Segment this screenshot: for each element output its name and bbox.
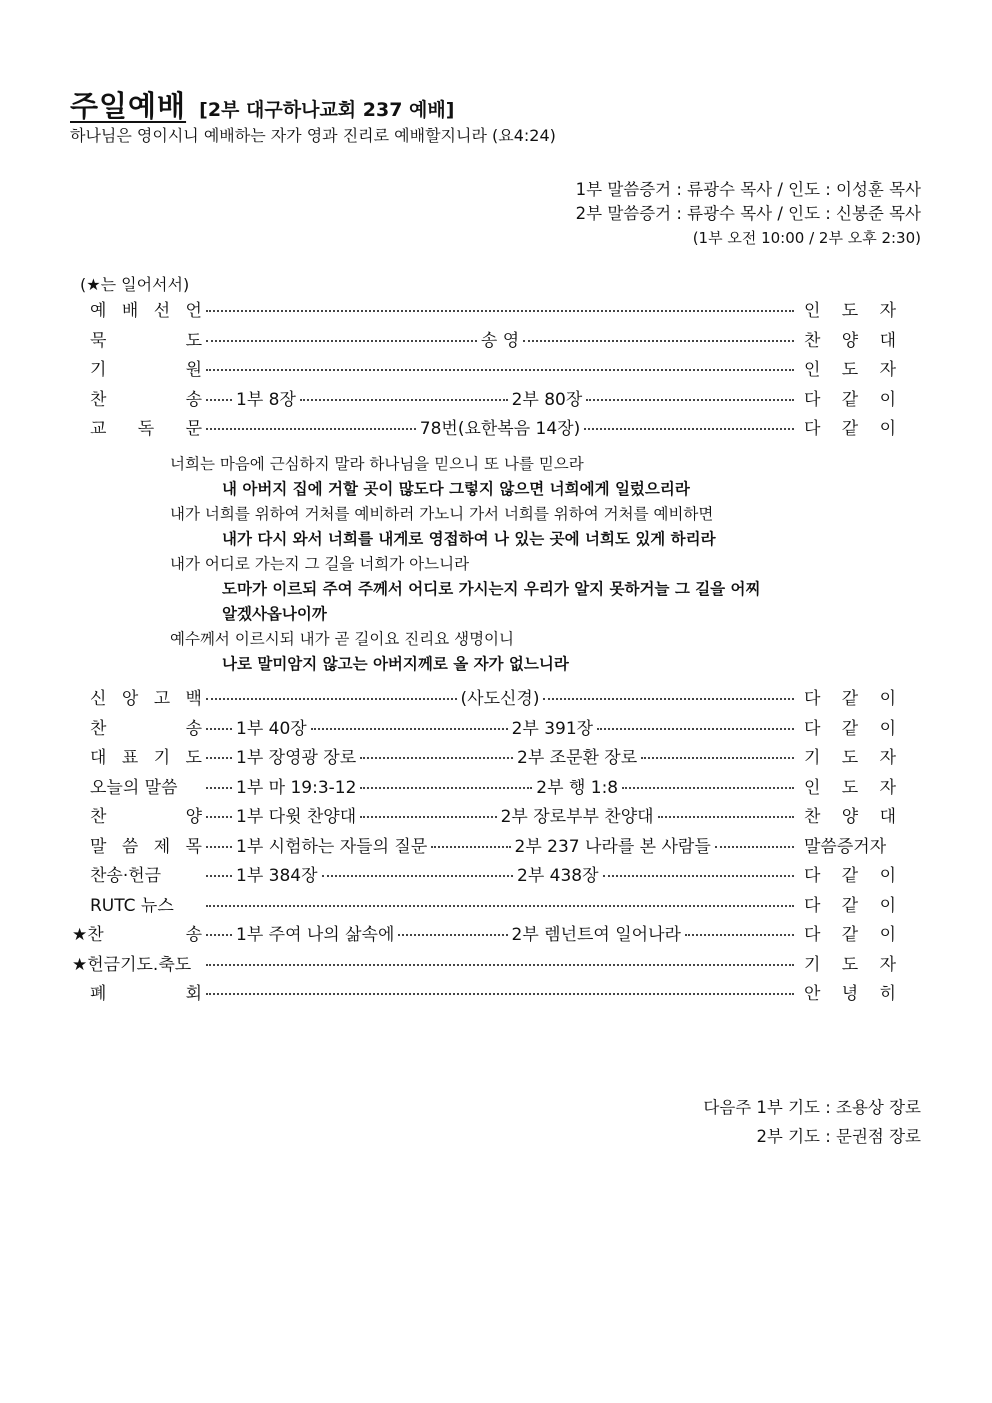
part1-detail: 1부 시험하는 자들의 질문 <box>236 836 428 857</box>
role-char: 도 <box>841 360 859 380</box>
service-item-role <box>798 415 896 445</box>
leader-dots <box>206 875 232 877</box>
service-row <box>72 774 896 804</box>
label-char: 찬송·헌금 <box>90 866 162 886</box>
service-row <box>72 951 896 981</box>
service-row <box>72 327 896 357</box>
service-item-role <box>798 980 896 1010</box>
leader-dots <box>206 846 232 848</box>
service-item-role <box>798 297 896 327</box>
speaker-line-1: 1부 말씀증거 : 류광수 목사 / 인도 : 이성훈 목사 <box>575 180 921 199</box>
role-char: 같 <box>841 419 859 439</box>
label-char: 말 <box>90 836 107 857</box>
leader-dots <box>206 728 232 730</box>
service-item-detail <box>202 774 798 804</box>
service-item-detail <box>202 997 798 999</box>
part1-detail: 1부 다윗 찬양대 <box>236 807 357 827</box>
role-char: 인 <box>804 360 821 380</box>
role-char: 기 <box>804 748 821 768</box>
leader-dots <box>543 698 794 700</box>
next-week-line-2: 2부 기도 : 문권점 장로 <box>756 1127 921 1146</box>
leader-dots <box>658 816 794 818</box>
leader-dots <box>523 340 794 342</box>
leader-line: 예수께서 이르시되 내가 곧 길이요 진리요 생명이니 <box>170 630 514 648</box>
service-item-label <box>72 297 202 327</box>
leader-dots <box>206 964 794 966</box>
role-char: 자 <box>879 360 896 380</box>
role-char: 같 <box>841 689 859 709</box>
service-item-role <box>798 356 896 386</box>
service-row <box>72 980 896 1010</box>
responsive-reading <box>170 452 870 677</box>
service-item-label <box>72 774 202 804</box>
label-char: 문 <box>185 419 202 439</box>
center-detail: 송 영 <box>480 330 520 351</box>
leader-dots <box>322 875 513 877</box>
service-item-detail <box>202 968 798 970</box>
label-char: 회 <box>185 984 202 1004</box>
theme-verse: 하나님은 영이시니 예배하는 자가 영과 진리로 예배할지니라 (요4:24) <box>70 126 556 145</box>
role-char: 같 <box>841 925 859 945</box>
label-char: 송 <box>185 389 202 410</box>
service-item-role <box>798 892 896 922</box>
speaker-line-2: 2부 말씀증거 : 류광수 목사 / 인도 : 신봉준 목사 <box>575 204 921 223</box>
role-char: 이 <box>879 925 896 945</box>
part1-detail: 1부 40장 <box>236 718 307 739</box>
part2-detail: 2부 렘넌트여 일어나라 <box>511 925 681 945</box>
label-char: 원 <box>185 360 202 380</box>
service-item-role <box>798 921 896 951</box>
service-row <box>72 356 896 386</box>
label-char: 제 <box>153 836 171 857</box>
leader-dots <box>311 728 508 730</box>
label-char: 앙 <box>121 689 139 709</box>
label-char: 기 <box>90 360 107 380</box>
part1-detail: 1부 주여 나의 삶속에 <box>236 925 395 945</box>
role-char: 이 <box>879 689 896 709</box>
leader-dots <box>603 875 794 877</box>
service-item-role <box>798 774 896 804</box>
next-week-line-1: 다음주 1부 기도 : 조용상 장로 <box>703 1098 921 1117</box>
service-times: (1부 오전 10:00 / 2부 오후 2:30) <box>692 229 921 247</box>
label-char: 백 <box>185 689 202 709</box>
label-char: 찬 <box>90 389 107 410</box>
response-line: 알겠사옵나이까 <box>222 605 327 623</box>
service-item-label <box>72 921 202 951</box>
service-item-role <box>798 951 896 981</box>
part1-detail: 1부 장영광 장로 <box>236 748 357 768</box>
service-row <box>72 685 896 715</box>
service-item-label <box>72 744 202 774</box>
service-item-role <box>798 833 896 863</box>
service-item-label <box>72 685 202 715</box>
label-char: 폐 <box>90 984 107 1004</box>
label-char: 독 <box>137 419 155 439</box>
leader-dots <box>206 428 416 430</box>
service-item-detail <box>202 685 798 715</box>
leader-dots <box>206 816 232 818</box>
page-title: 주일예배 <box>70 89 187 123</box>
leader-dots <box>360 787 532 789</box>
role-char: 다 <box>804 866 821 886</box>
label-char: 고 <box>153 689 171 709</box>
order-of-service-bottom <box>72 685 896 1010</box>
role-char: 다 <box>804 389 821 410</box>
role-char: 이 <box>879 389 896 410</box>
label-char: 찬 <box>90 718 107 739</box>
service-item-detail <box>202 862 798 892</box>
leader-dots <box>586 399 794 401</box>
standing-note: (★는 일어서서) <box>80 275 190 294</box>
role-char: 자 <box>879 301 896 321</box>
label-char: 언 <box>185 301 202 321</box>
leader-line: 내가 어디로 가는지 그 길을 너희가 아느니라 <box>170 555 470 573</box>
role-char: 도 <box>841 748 859 768</box>
part1-detail: 1부 384장 <box>236 866 318 886</box>
label-char: 선 <box>153 301 171 321</box>
label-char: 예 <box>90 301 107 321</box>
label-char: 송 <box>185 925 202 945</box>
service-item-role <box>798 862 896 892</box>
service-item-detail <box>202 909 798 911</box>
service-subtitle: [2부 대구하나교회 237 예배] <box>199 99 455 121</box>
part1-detail: 1부 8장 <box>236 389 296 410</box>
title-row <box>70 84 454 125</box>
part2-detail: 2부 391장 <box>511 718 594 739</box>
center-detail: 78번(요한복음 14장) <box>419 419 581 439</box>
service-item-detail <box>202 327 798 357</box>
label-char: 묵 <box>90 330 107 351</box>
role-char: 대 <box>879 807 896 827</box>
leader-dots <box>206 698 457 700</box>
service-item-detail <box>202 386 798 416</box>
label-char: 표 <box>121 748 139 768</box>
role-char: 같 <box>841 389 859 410</box>
role-char: 말씀증거자 <box>804 836 887 857</box>
service-row <box>72 744 896 774</box>
leader-dots <box>685 934 794 936</box>
leader-dots <box>206 310 794 312</box>
service-item-label <box>72 327 202 357</box>
role-char: 자 <box>879 954 896 975</box>
center-detail: (사도신경) <box>460 689 540 709</box>
role-char: 기 <box>804 954 821 975</box>
service-item-role <box>798 744 896 774</box>
service-row <box>72 862 896 892</box>
part2-detail: 2부 438장 <box>517 866 599 886</box>
leader-dots <box>715 846 794 848</box>
label-char: 기 <box>153 748 171 768</box>
leader-line: 너희는 마음에 근심하지 말라 하나님을 믿으니 또 나를 믿으라 <box>170 455 584 473</box>
role-char: 다 <box>804 419 821 439</box>
role-char: 이 <box>879 718 896 739</box>
part2-detail: 2부 237 나라를 본 사람들 <box>514 836 711 857</box>
service-item-detail <box>202 921 798 951</box>
service-item-label <box>72 892 202 922</box>
role-char: 도 <box>841 301 859 321</box>
service-item-detail <box>202 715 798 745</box>
part2-detail: 2부 조문환 장로 <box>517 748 638 768</box>
part2-detail: 2부 80장 <box>511 389 583 410</box>
role-char: 자 <box>879 748 896 768</box>
leader-dots <box>206 369 794 371</box>
service-item-label <box>72 833 202 863</box>
leader-dots <box>206 993 794 995</box>
label-char: 목 <box>185 836 202 857</box>
leader-dots <box>431 846 510 848</box>
leader-dots <box>398 934 507 936</box>
service-item-detail <box>202 744 798 774</box>
service-item-role <box>798 685 896 715</box>
label-char: 신 <box>90 689 107 709</box>
role-char: 다 <box>804 925 821 945</box>
role-char: 녕 <box>841 984 859 1004</box>
leader-dots <box>360 816 496 818</box>
service-item-role <box>798 715 896 745</box>
part2-detail: 2부 장로부부 찬양대 <box>500 807 654 827</box>
leader-dots <box>300 399 508 401</box>
leader-dots <box>206 905 794 907</box>
label-char: 도 <box>185 748 202 768</box>
service-item-role <box>798 327 896 357</box>
service-item-label <box>72 951 202 981</box>
leader-dots <box>641 757 794 759</box>
service-item-label <box>72 386 202 416</box>
leader-dots <box>206 340 477 342</box>
role-char: 같 <box>841 866 859 886</box>
service-row <box>72 803 896 833</box>
leader-dots <box>206 934 232 936</box>
label-char: 오늘의 말씀 <box>90 777 178 798</box>
role-char: 히 <box>879 984 896 1004</box>
label-char: 교 <box>90 419 107 439</box>
role-char: 이 <box>879 866 896 886</box>
role-char: 양 <box>841 807 859 827</box>
role-char: 양 <box>841 330 859 351</box>
response-line: 내가 다시 와서 너희를 내게로 영접하여 나 있는 곳에 너희도 있게 하리라 <box>222 530 716 548</box>
service-row <box>72 715 896 745</box>
leader-dots <box>360 757 513 759</box>
role-char: 같 <box>841 718 859 739</box>
label-char: 송 <box>185 718 202 739</box>
service-row <box>72 921 896 951</box>
service-item-role <box>798 803 896 833</box>
role-char: 찬 <box>804 330 821 351</box>
role-char: 같 <box>841 895 859 916</box>
service-item-label <box>72 803 202 833</box>
service-row <box>72 386 896 416</box>
role-char: 다 <box>804 718 821 739</box>
leader-dots <box>584 428 794 430</box>
label-char: 대 <box>90 748 107 768</box>
label-char: 배 <box>121 301 139 321</box>
service-item-detail <box>202 373 798 375</box>
role-char: 이 <box>879 895 896 916</box>
role-char: 안 <box>804 984 821 1004</box>
leader-line: 내가 너희를 위하여 거처를 예비하러 가노니 가서 너희를 위하여 거처를 예비하면 <box>170 505 714 523</box>
label-char: 도 <box>185 330 202 351</box>
service-item-label <box>72 715 202 745</box>
service-item-detail <box>202 833 798 863</box>
service-row <box>72 892 896 922</box>
next-week-prayer <box>703 1093 921 1151</box>
service-item-label <box>72 415 202 445</box>
order-of-service-top <box>72 297 896 445</box>
leader-dots <box>206 787 232 789</box>
label-char: ★찬 <box>72 925 104 945</box>
role-char: 도 <box>841 954 859 975</box>
role-char: 대 <box>879 330 896 351</box>
leader-dots <box>206 399 232 401</box>
service-item-detail <box>202 415 798 445</box>
role-char: 자 <box>879 777 896 798</box>
service-item-detail <box>202 314 798 316</box>
leader-dots <box>597 728 794 730</box>
label-char: RUTC 뉴스 <box>90 895 174 916</box>
role-char: 찬 <box>804 807 821 827</box>
service-row <box>72 297 896 327</box>
leader-dots <box>622 787 794 789</box>
response-line: 나로 말미암지 않고는 아버지께로 올 자가 없느니라 <box>222 655 569 673</box>
role-char: 다 <box>804 895 821 916</box>
part2-detail: 2부 행 1:8 <box>536 777 619 798</box>
service-item-label <box>72 862 202 892</box>
label-char: ★헌금기도.축도 <box>72 954 192 975</box>
label-char: 찬 <box>90 807 107 827</box>
speaker-info <box>576 178 921 250</box>
service-item-detail <box>202 803 798 833</box>
label-char: 씀 <box>121 836 139 857</box>
service-row <box>72 833 896 863</box>
role-char: 다 <box>804 689 821 709</box>
service-row <box>72 415 896 445</box>
leader-dots <box>206 757 232 759</box>
response-line: 도마가 이르되 주여 주께서 어디로 가시는지 우리가 알지 못하거늘 그 길을 어찌 <box>222 580 761 598</box>
role-char: 도 <box>841 777 859 798</box>
role-char: 이 <box>879 419 896 439</box>
part1-detail: 1부 마 19:3-12 <box>236 777 357 798</box>
role-char: 인 <box>804 301 821 321</box>
role-char: 인 <box>804 777 821 798</box>
service-item-label <box>72 980 202 1010</box>
service-item-role <box>798 386 896 416</box>
label-char: 양 <box>185 807 202 827</box>
response-line: 내 아버지 집에 거할 곳이 많도다 그렇지 않으면 너희에게 일렀으리라 <box>222 480 690 498</box>
service-item-label <box>72 356 202 386</box>
